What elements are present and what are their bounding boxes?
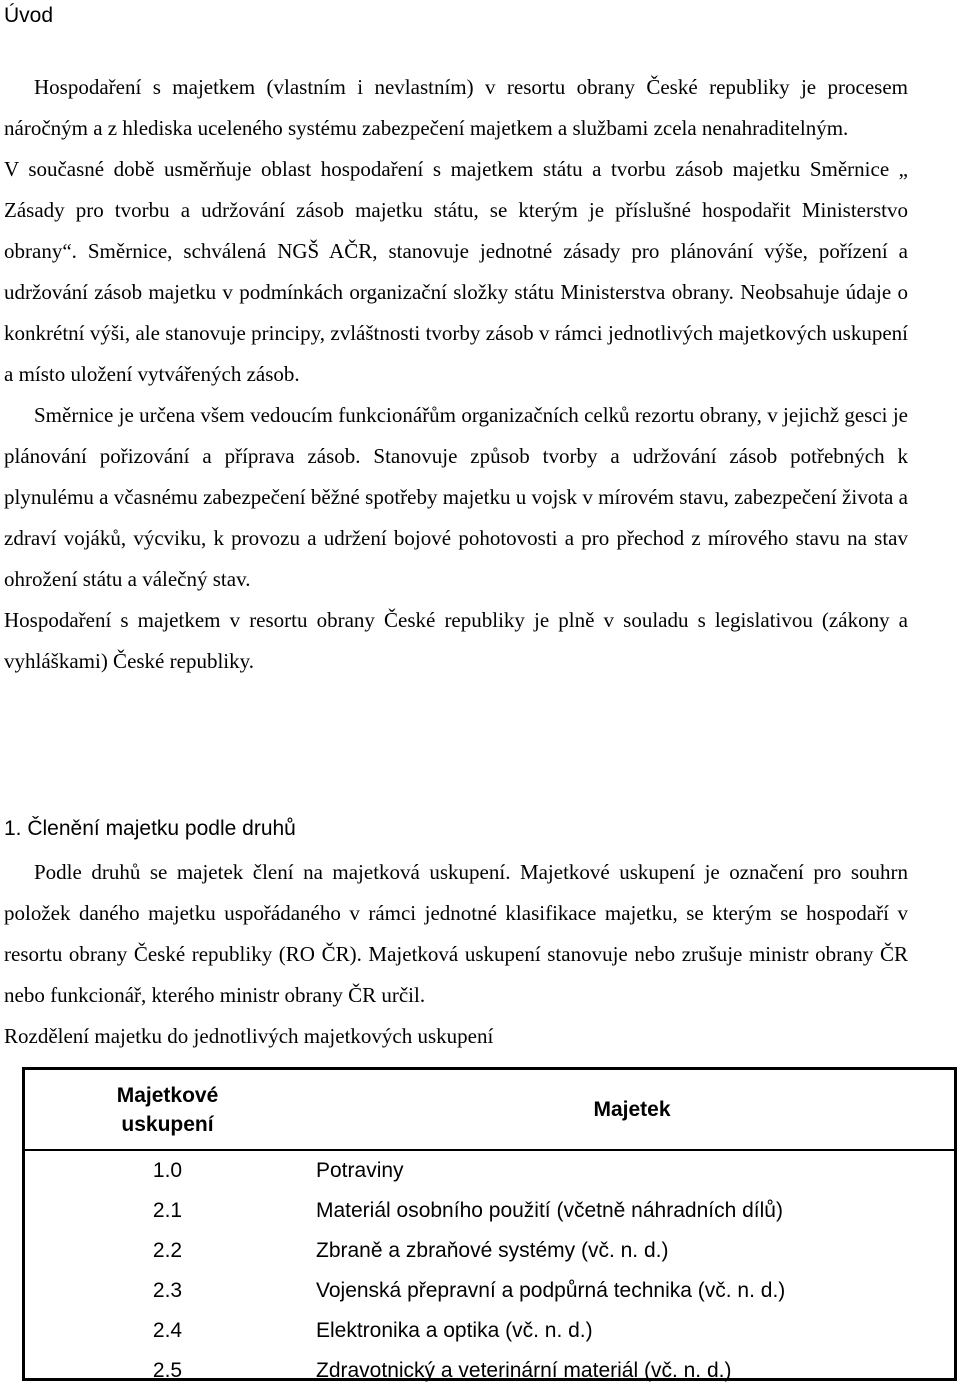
row-asset-name: Zdravotnický a veterinární materiál (vč. n. d.) [316, 1359, 732, 1382]
intro-section [4, 67, 908, 682]
row-code: 2.2 [152, 1239, 183, 1262]
table-row [25, 1231, 954, 1271]
intro-paragraph-2: V současné době usměrňuje oblast hospodaření s majetkem státu a tvorbu zásob majetku Směrnice „ Zásady pro tvorbu a udržování zásob majetku státu, se kterým je příslušné hospodařit Ministerstvo obrany“. Směrnice, schválená NGŠ AČR, stanovuje jednotné zásady pro plánování výše, pořízení a udržování zásob majetku v podmínkách organizační složky státu Ministerstva obrany. Neobsahuje údaje o konkrétní výši, ale stanovuje principy, zvláštnosti tvorby zásob v rámci jednotlivých majetkových uskupení a místo uložení vytvářených zásob. [4, 157, 908, 386]
intro-paragraph-1: Hospodaření s majetkem (vlastním i nevlastním) v resortu obrany České republiky je procesem náročným a z hlediska uceleného systému zabezpečení majetkem a službami zcela nenahraditelným. [4, 75, 908, 140]
row-code: 2.3 [152, 1279, 183, 1302]
section-body [4, 852, 908, 1057]
table-caption: Rozdělení majetku do jednotlivých majetkových uskupení [4, 1024, 494, 1048]
section-title: 1. Členění majetku podle druhů [4, 817, 296, 840]
row-code: 2.5 [152, 1359, 183, 1382]
intro-paragraph-3: Směrnice je určena všem vedoucím funkcionářům organizačních celků rezortu obrany, v jejichž gesci je plánování pořizování a příprava zásob. Stanovuje způsob tvorby a udržování zásob potřebných k plynulému a včasnému zabezpečení běžné spotřeby majetku u vojsk v mírovém stavu, zabezpečení života a zdraví vojáků, výcviku, k provozu a udržení bojové pohotovosti a pro přechod z mírového stavu na stav ohrožení státu a válečný stav. [4, 403, 908, 591]
row-asset-name: Potraviny [316, 1159, 404, 1182]
row-asset-name: Vojenská přepravní a podpůrná technika (vč. n. d.) [316, 1279, 786, 1302]
header-asset-group-line2: uskupení [121, 1112, 214, 1136]
row-asset-name: Elektronika a optika (vč. n. d.) [316, 1319, 593, 1342]
header-asset-group [25, 1070, 310, 1150]
table-row [25, 1271, 954, 1311]
row-code: 2.4 [152, 1319, 183, 1342]
table-row [25, 1351, 954, 1391]
row-code: 1.0 [152, 1159, 183, 1182]
intro-paragraph-4: Hospodaření s majetkem v resortu obrany České republiky je plně v souladu s legislativou (zákony a vyhláškami) České republiky. [4, 608, 908, 673]
table-row [25, 1191, 954, 1231]
table-row [25, 1311, 954, 1351]
asset-groups-table [22, 1067, 957, 1381]
header-asset-group-line1: Majetkové [116, 1083, 219, 1107]
row-asset-name: Zbraně a zbraňové systémy (vč. n. d.) [316, 1239, 669, 1262]
table-header-row [25, 1070, 954, 1150]
row-asset-name: Materiál osobního použití (včetně náhradních dílů) [316, 1199, 783, 1222]
table-row [25, 1150, 954, 1191]
section-paragraph-1: Podle druhů se majetek člení na majetková uskupení. Majetkové uskupení je označení pro souhrn položek daného majetku uspořádaného v rámci jednotné klasifikace majetku, se kterým se hospodaří v resortu obrany České republiky (RO ČR). Majetková uskupení stanovuje nebo zrušuje ministr obrany ČR nebo funkcionář, kterého ministr obrany ČR určil. [4, 860, 908, 1007]
page-title: Úvod [4, 4, 54, 27]
row-code: 2.1 [152, 1199, 183, 1222]
header-asset: Majetek [310, 1070, 954, 1150]
